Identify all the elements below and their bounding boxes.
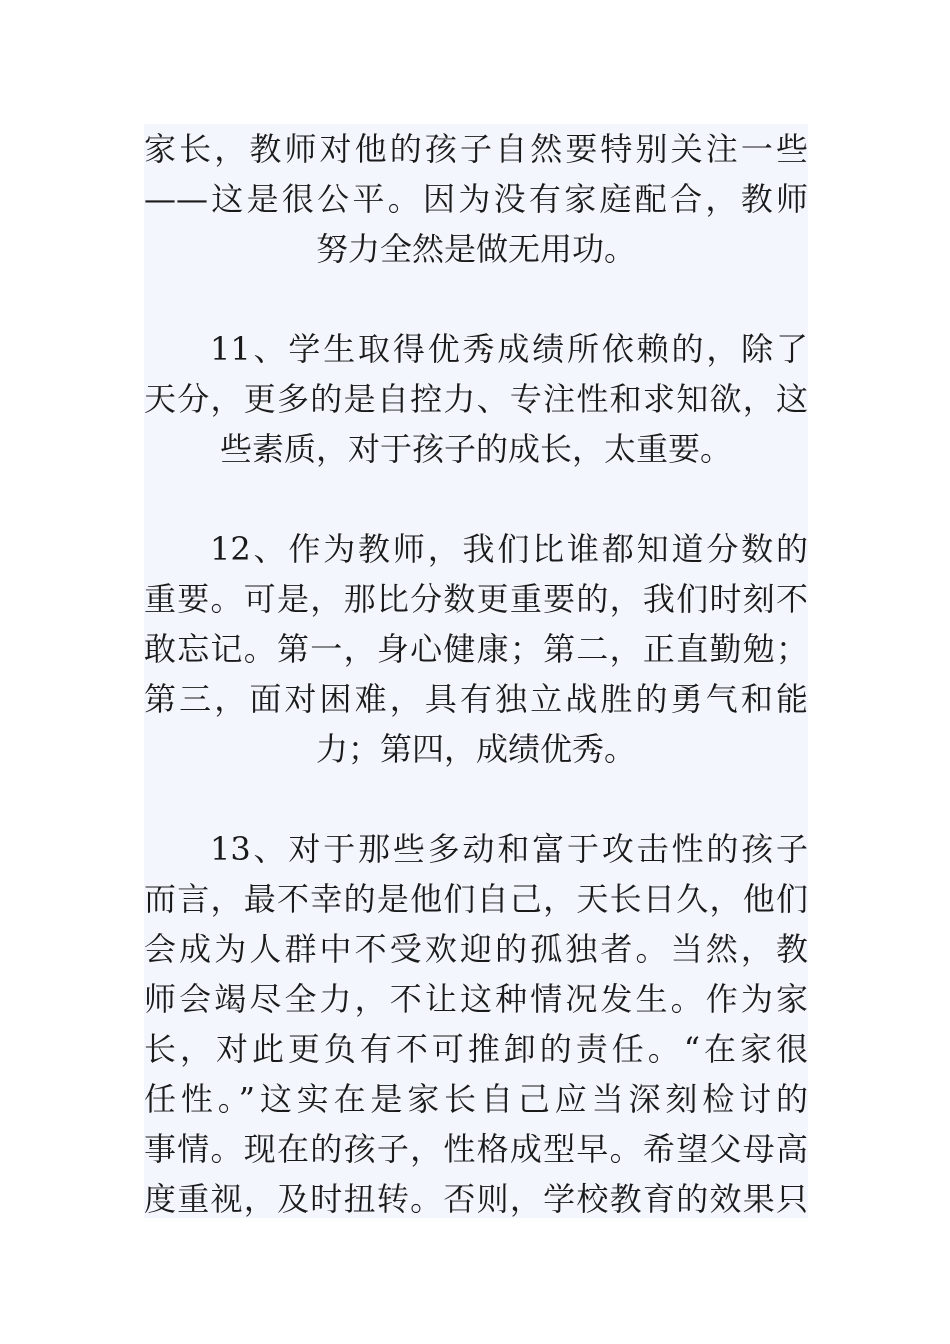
paragraph-first-line: 11、学生取得优秀成绩所依赖的，除了 <box>210 330 808 368</box>
paragraph-line: 重要。可是，那比分数更重要的，我们时刻不 <box>144 580 808 618</box>
paragraph-line: 第三，面对困难，具有独立战胜的勇气和能 <box>144 680 808 718</box>
paragraph-line: 敢忘记。第一，身心健康；第二，正直勤勉； <box>144 630 808 668</box>
paragraph-line: 天分，更多的是自控力、专注性和求知欲，这 <box>144 380 808 418</box>
text-block <box>144 124 808 1218</box>
paragraph-line: ——这是很公平。因为没有家庭配合，教师 <box>144 180 808 218</box>
paragraph-line: 任性。”这实在是家长自己应当深刻检讨的 <box>144 1080 808 1118</box>
paragraph-line: 事情。现在的孩子，性格成型早。希望父母高 <box>144 1130 808 1168</box>
paragraph-line: 师会竭尽全力，不让这种情况发生。作为家 <box>144 980 808 1018</box>
paragraph-first-line: 13、对于那些多动和富于攻击性的孩子 <box>210 830 808 868</box>
paragraph-last-line: 努力全然是做无用功。 <box>315 230 636 268</box>
paragraph-line: 而言，最不幸的是他们自己，天长日久，他们 <box>144 880 808 918</box>
paragraph-first-line: 12、作为教师，我们比谁都知道分数的 <box>210 530 808 568</box>
paragraph-line: 度重视，及时扭转。否则，学校教育的效果只 <box>144 1180 808 1218</box>
paragraph-last-line: 力；第四，成绩优秀。 <box>315 730 636 768</box>
paragraph-last-line: 些素质，对于孩子的成长，太重要。 <box>219 430 732 468</box>
paragraph-line: 会成为人群中不受欢迎的孤独者。当然，教 <box>144 930 808 968</box>
paragraph-line: 家长，教师对他的孩子自然要特别关注一些 <box>144 130 808 168</box>
paragraph-line: 长，对此更负有不可推卸的责任。“在家很 <box>144 1030 808 1068</box>
